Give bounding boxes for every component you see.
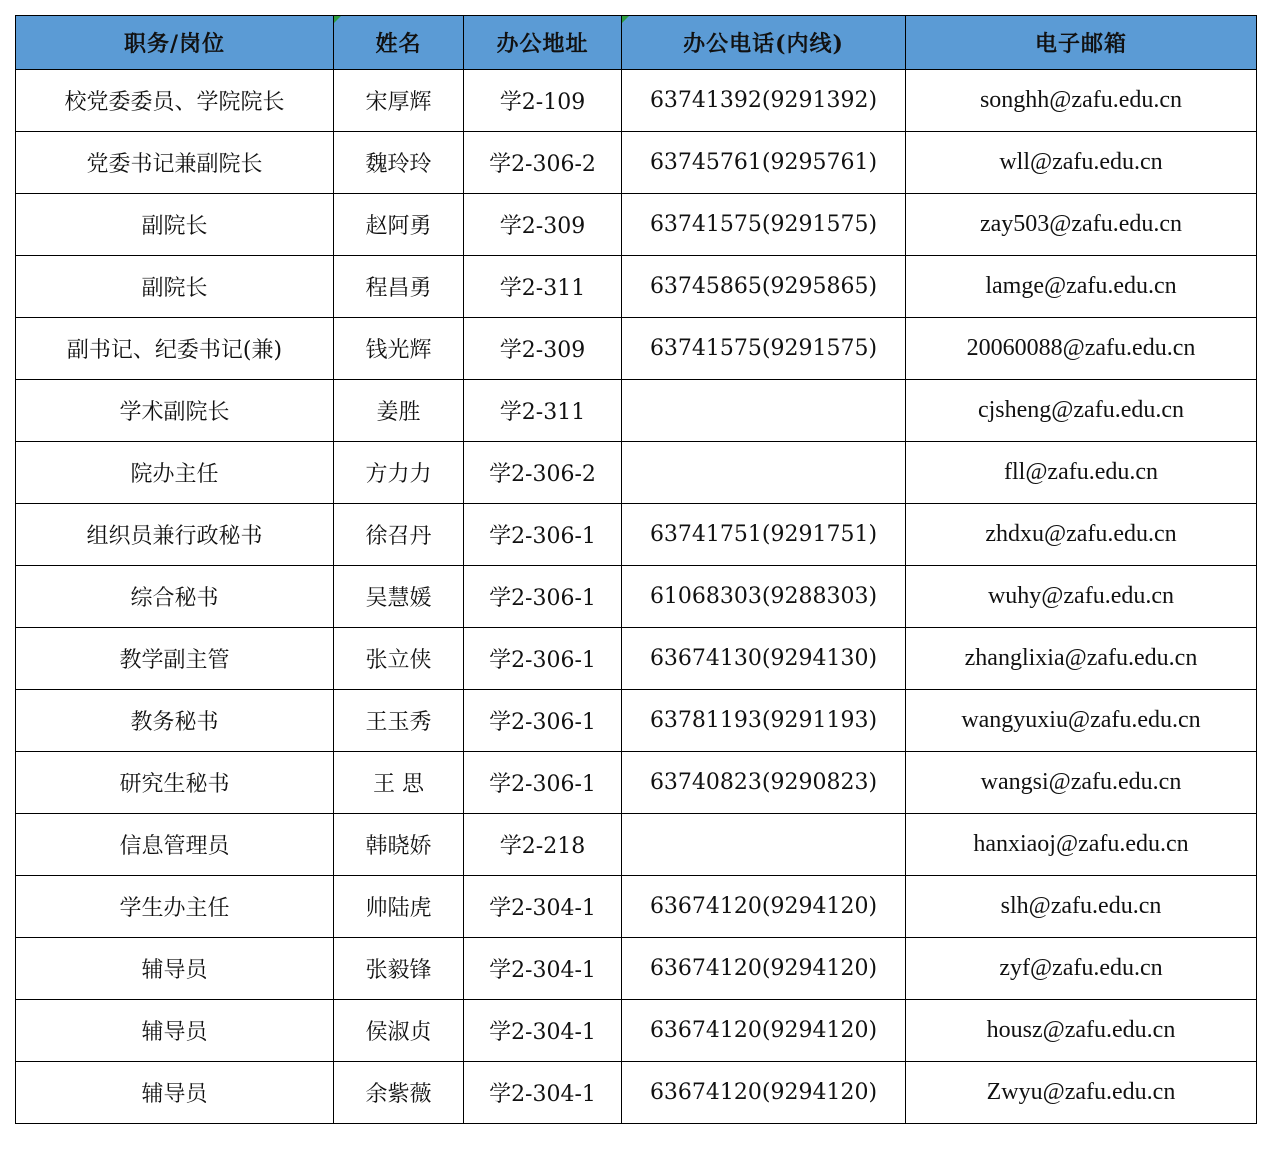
cell-office[interactable]: 学2-311 [464,380,622,442]
cell-office[interactable]: 学2-109 [464,70,622,132]
cell-phone[interactable]: 63674130(9294130) [622,628,906,690]
cell-position[interactable]: 副书记、纪委书记(兼) [16,318,334,380]
cell-position[interactable]: 副院长 [16,194,334,256]
table-row [16,194,1257,256]
table-row [16,566,1257,628]
header-email-label: 电子邮箱 [1034,31,1127,57]
cell-phone[interactable]: 63674120(9294120) [622,1062,906,1124]
cell-email[interactable]: fll@zafu.edu.cn [906,442,1257,504]
cell-phone[interactable] [622,442,906,504]
cell-office[interactable]: 学2-309 [464,318,622,380]
cell-office[interactable]: 学2-306-1 [464,566,622,628]
cell-email[interactable]: housz@zafu.edu.cn [906,1000,1257,1062]
contact-table [15,15,1257,1124]
cell-email[interactable]: lamge@zafu.edu.cn [906,256,1257,318]
cell-phone[interactable]: 63741575(9291575) [622,194,906,256]
header-office-label: 办公地址 [496,31,589,57]
cell-name[interactable]: 张毅锋 [334,938,464,1000]
cell-phone[interactable]: 63741751(9291751) [622,504,906,566]
cell-office[interactable]: 学2-304-1 [464,938,622,1000]
comment-marker-icon [334,16,341,23]
cell-phone[interactable]: 63745865(9295865) [622,256,906,318]
table-row [16,318,1257,380]
cell-phone[interactable]: 61068303(9288303) [622,566,906,628]
cell-name[interactable]: 张立侠 [334,628,464,690]
table-row [16,442,1257,504]
cell-email[interactable]: zhanglixia@zafu.edu.cn [906,628,1257,690]
table-row [16,876,1257,938]
cell-position[interactable]: 学生办主任 [16,876,334,938]
table-row [16,628,1257,690]
cell-email[interactable]: wuhy@zafu.edu.cn [906,566,1257,628]
cell-name[interactable]: 王 思 [334,752,464,814]
cell-name[interactable]: 赵阿勇 [334,194,464,256]
table-body [16,70,1257,1124]
cell-email[interactable]: zhdxu@zafu.edu.cn [906,504,1257,566]
cell-phone[interactable]: 63674120(9294120) [622,938,906,1000]
cell-position[interactable]: 党委书记兼副院长 [16,132,334,194]
table-row [16,938,1257,1000]
cell-email[interactable]: Zwyu@zafu.edu.cn [906,1062,1257,1124]
cell-phone[interactable] [622,380,906,442]
cell-phone[interactable]: 63674120(9294120) [622,876,906,938]
cell-name[interactable]: 方力力 [334,442,464,504]
cell-position[interactable]: 教务秘书 [16,690,334,752]
table-row [16,132,1257,194]
table-row [16,380,1257,442]
cell-name[interactable]: 钱光辉 [334,318,464,380]
cell-phone[interactable]: 63781193(9291193) [622,690,906,752]
comment-marker-icon [622,16,629,23]
cell-name[interactable]: 余紫薇 [334,1062,464,1124]
cell-position[interactable]: 信息管理员 [16,814,334,876]
cell-position[interactable]: 辅导员 [16,1000,334,1062]
cell-position[interactable]: 院办主任 [16,442,334,504]
cell-name[interactable]: 侯淑贞 [334,1000,464,1062]
header-position-label: 职务/岗位 [123,31,226,57]
header-phone[interactable] [622,16,906,70]
cell-phone[interactable]: 63741575(9291575) [622,318,906,380]
contact-sheet [15,15,1256,1141]
cell-office[interactable]: 学2-306-1 [464,628,622,690]
cell-email[interactable]: cjsheng@zafu.edu.cn [906,380,1257,442]
header-name[interactable] [334,16,464,70]
cell-position[interactable]: 校党委委员、学院院长 [16,70,334,132]
cell-email[interactable]: hanxiaoj@zafu.edu.cn [906,814,1257,876]
cell-phone[interactable]: 63745761(9295761) [622,132,906,194]
cell-position[interactable]: 研究生秘书 [16,752,334,814]
cell-name[interactable]: 帅陆虎 [334,876,464,938]
header-phone-label: 办公电话(内线) [683,31,844,57]
cell-position[interactable]: 辅导员 [16,1062,334,1124]
cell-phone[interactable] [622,814,906,876]
cell-phone[interactable]: 63741392(9291392) [622,70,906,132]
cell-name[interactable]: 宋厚辉 [334,70,464,132]
cell-office[interactable]: 学2-304-1 [464,1000,622,1062]
header-row [16,16,1257,70]
header-position[interactable] [16,16,334,70]
cell-position[interactable]: 教学副主管 [16,628,334,690]
cell-phone[interactable]: 63740823(9290823) [622,752,906,814]
cell-name[interactable]: 韩晓娇 [334,814,464,876]
cell-office[interactable]: 学2-218 [464,814,622,876]
cell-email[interactable]: wangyuxiu@zafu.edu.cn [906,690,1257,752]
cell-email[interactable]: zay503@zafu.edu.cn [906,194,1257,256]
cell-office[interactable]: 学2-306-1 [464,690,622,752]
cell-office[interactable]: 学2-306-2 [464,442,622,504]
cell-name[interactable]: 徐召丹 [334,504,464,566]
cell-phone[interactable]: 63674120(9294120) [622,1000,906,1062]
cell-email[interactable]: wangsi@zafu.edu.cn [906,752,1257,814]
cell-email[interactable]: zyf@zafu.edu.cn [906,938,1257,1000]
cell-email[interactable]: songhh@zafu.edu.cn [906,70,1257,132]
table-row [16,814,1257,876]
header-name-label: 姓名 [375,31,422,57]
cell-office[interactable]: 学2-306-1 [464,752,622,814]
cell-office[interactable]: 学2-306-1 [464,504,622,566]
cell-office[interactable]: 学2-306-2 [464,132,622,194]
table-row [16,1062,1257,1124]
cell-office[interactable]: 学2-309 [464,194,622,256]
header-email[interactable] [906,16,1257,70]
cell-position[interactable]: 组织员兼行政秘书 [16,504,334,566]
cell-email[interactable]: wll@zafu.edu.cn [906,132,1257,194]
table-row [16,752,1257,814]
table-row [16,70,1257,132]
cell-position[interactable]: 辅导员 [16,938,334,1000]
table-row [16,690,1257,752]
cell-name[interactable]: 程昌勇 [334,256,464,318]
cell-office[interactable]: 学2-304-1 [464,1062,622,1124]
cell-position[interactable]: 学术副院长 [16,380,334,442]
cell-position[interactable]: 综合秘书 [16,566,334,628]
cell-office[interactable]: 学2-304-1 [464,876,622,938]
cell-position[interactable]: 副院长 [16,256,334,318]
table-row [16,504,1257,566]
cell-email[interactable]: slh@zafu.edu.cn [906,876,1257,938]
cell-name[interactable]: 王玉秀 [334,690,464,752]
table-row [16,1000,1257,1062]
table-row [16,256,1257,318]
cell-name[interactable]: 吴慧媛 [334,566,464,628]
header-office[interactable] [464,16,622,70]
cell-email[interactable]: 20060088@zafu.edu.cn [906,318,1257,380]
cell-office[interactable]: 学2-311 [464,256,622,318]
cell-name[interactable]: 姜胜 [334,380,464,442]
cell-name[interactable]: 魏玲玲 [334,132,464,194]
